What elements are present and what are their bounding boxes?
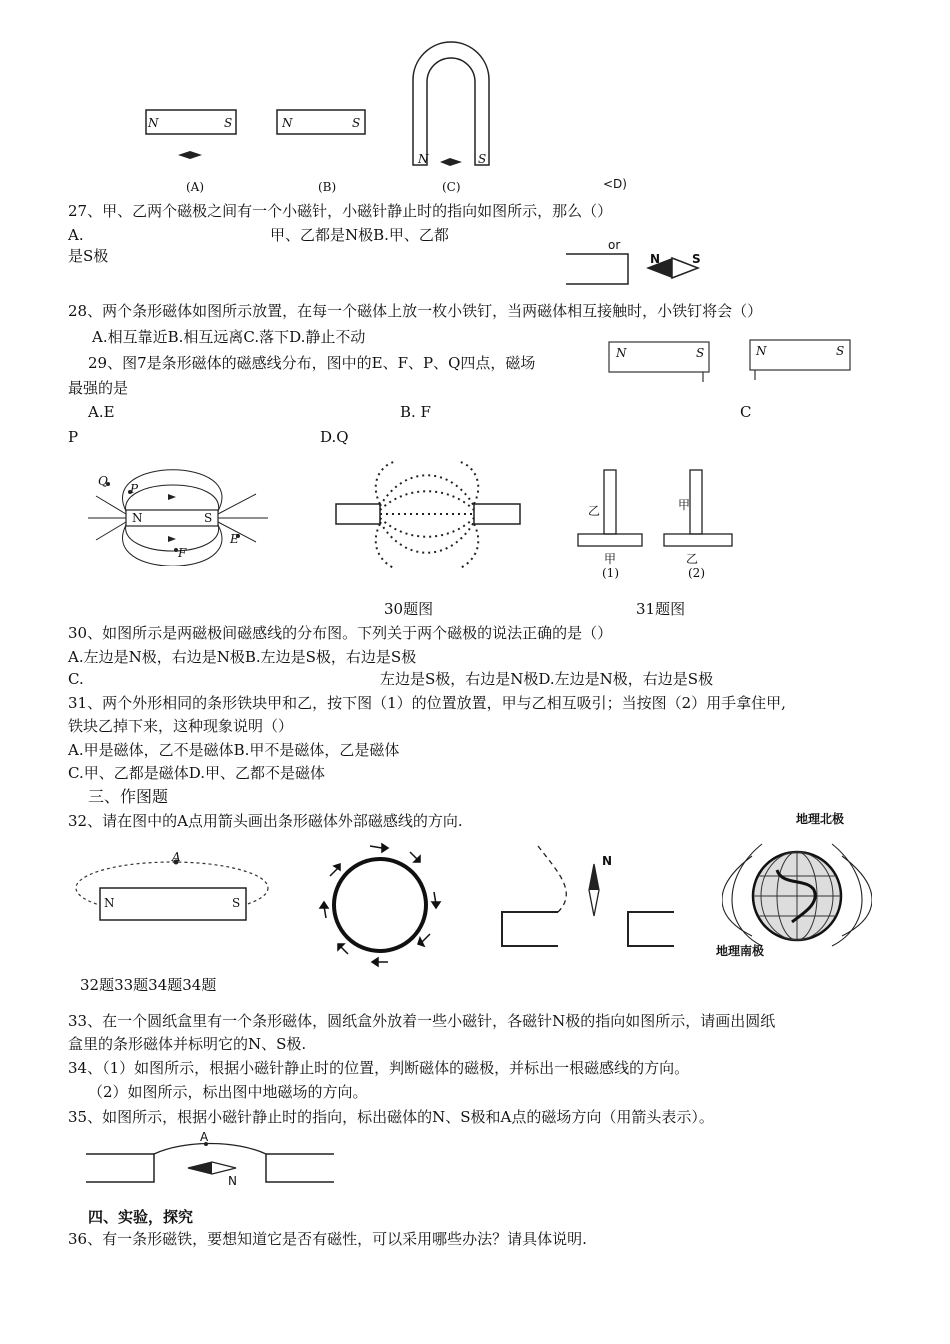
question-32-stem: 32、请在图中的A点用箭头画出条形磁体外部磁感线的方向.	[68, 812, 463, 830]
magnet-label-n: N	[132, 511, 143, 525]
pole-label-n: N	[418, 152, 429, 166]
question-36-stem: 36、有一条形磁铁，要想知道它是否有磁性，可以采用哪些办法？请具体说明.	[68, 1230, 587, 1248]
question-31-stem-cont: 铁块乙掉下来，这种现象说明（）	[68, 717, 294, 735]
captions-32-34: 32题33题34题34题	[80, 976, 217, 994]
question-33-figure	[310, 838, 450, 972]
pole-label-s: S	[478, 152, 487, 166]
label-geographic-south: 地理南极	[716, 944, 765, 958]
magnet-label-n: N	[756, 344, 767, 358]
figure-label-c: (C)	[442, 180, 461, 194]
pole-label-s: S	[352, 116, 361, 130]
question-34-part-1: 34、（1）如图所示，根据小磁针静止时的位置，判断磁体的磁极，并标出一根磁感线的方向。	[68, 1059, 690, 1077]
question-27-figure-or: or	[608, 238, 621, 252]
pole-label-n: N	[148, 116, 159, 130]
iron-label-yi: 乙	[588, 504, 601, 518]
iron-label-jia: 甲	[604, 552, 617, 566]
magnet-options-figure	[130, 40, 650, 200]
figure-label-a: (A)	[186, 180, 205, 194]
question-30-stem: 30、如图所示是两磁极间磁感线的分布图。下列关于两个磁极的说法正确的是（）	[68, 624, 613, 642]
question-27-figure-n: N	[650, 252, 661, 266]
magnet-label-s: S	[836, 344, 845, 358]
question-33-stem-cont: 盒里的条形磁体并标明它的N、S极.	[68, 1035, 307, 1053]
figure-label-b: (B)	[318, 180, 337, 194]
question-27-figure-s: S	[692, 252, 701, 266]
question-27-options: 甲、乙都是N极B.甲、乙都	[270, 226, 449, 244]
question-29-option-c-value: P	[68, 428, 79, 446]
question-27-stem: 27、甲、乙两个磁极之间有一个小磁针，小磁针静止时的指向如图所示，那么（）	[68, 202, 613, 220]
compass-label-n: N	[228, 1174, 237, 1188]
point-label-e: E	[230, 532, 239, 546]
magnet-label-n: N	[616, 346, 627, 360]
compass-label-n: N	[602, 854, 613, 868]
question-28-stem: 28、两个条形磁体如图所示放置，在每一个磁体上放一枚小铁钉，当两磁体相互接触时，小铁钉将会（）	[68, 302, 763, 320]
iron-label-jia: 甲	[678, 498, 691, 512]
figure-label-d: <D)	[603, 177, 627, 191]
point-label-f: F	[178, 546, 187, 560]
question-30-figure	[334, 460, 524, 570]
question-35-stem: 35、如图所示，根据小磁针静止时的指向，标出磁体的N、S极和A点的磁场方向（用箭头表示）。	[68, 1108, 714, 1126]
question-27-option-tail: 是S极	[68, 247, 109, 265]
question-33-stem: 33、在一个圆纸盒里有一个条形磁体，圆纸盒外放着一些小磁针，各磁针N极的指向如图所示，请画出圆纸	[68, 1012, 776, 1030]
figure-number-1: (1)	[602, 566, 619, 580]
question-30-options-cd: 左边是S极，右边是N极D.左边是N极，右边是S极	[380, 670, 714, 688]
point-label-a: A	[200, 1130, 209, 1144]
question-34-part-2: （2）如图所示，标出图中地磁场的方向。	[88, 1083, 368, 1101]
point-label-p: P	[130, 482, 139, 496]
question-34-figure-2	[722, 826, 872, 956]
question-35-figure	[84, 1138, 336, 1188]
question-29-option-d: D.Q	[320, 428, 349, 446]
question-28-options: A.相互靠近B.相互远离C.落下D.静止不动	[92, 328, 366, 346]
magnet-label-n: N	[104, 896, 115, 910]
question-29-option-b: B. F	[400, 403, 431, 421]
question-29-stem: 29、图7是条形磁体的磁感线分布，图中的E、F、P、Q四点，磁场	[88, 354, 536, 372]
question-27-option-a: A.	[68, 226, 84, 244]
question-29-option-c: C	[740, 403, 752, 421]
section-3-heading: 三、作图题	[88, 787, 169, 806]
section-4-heading: 四、实验，探究	[88, 1208, 194, 1226]
caption-question-31: 31题图	[636, 600, 686, 618]
question-31-options-cd: C.甲、乙都是磁体D.甲、乙都不是磁体	[68, 764, 325, 782]
pole-label-n: N	[282, 116, 293, 130]
point-label-q: Q	[98, 474, 108, 488]
pole-label-s: S	[224, 116, 233, 130]
iron-label-yi: 乙	[686, 552, 699, 566]
magnet-label-s: S	[232, 896, 241, 910]
label-geographic-north: 地理北极	[796, 812, 845, 826]
question-30-option-c: C.	[68, 670, 84, 688]
question-29-stem-cont: 最强的是	[68, 379, 129, 397]
figure-number-2: (2)	[688, 566, 705, 580]
caption-question-30: 30题图	[384, 600, 434, 618]
question-30-options-ab: A.左边是N极，右边是N极B.左边是S极，右边是S极	[68, 648, 417, 666]
magnet-label-s: S	[204, 511, 213, 525]
question-31-stem: 31、两个外形相同的条形铁块甲和乙，按下图（1）的位置放置，甲与乙相互吸引；当按图（2）用手拿住甲,	[68, 694, 786, 712]
question-28-figure	[605, 336, 855, 386]
point-label-a: A	[172, 850, 181, 864]
question-29-option-a: A.E	[88, 403, 115, 421]
question-31-options-ab: A.甲是磁体，乙不是磁体B.甲不是磁体，乙是磁体	[68, 741, 400, 759]
question-34-figure-1	[498, 842, 678, 952]
magnet-label-s: S	[696, 346, 705, 360]
